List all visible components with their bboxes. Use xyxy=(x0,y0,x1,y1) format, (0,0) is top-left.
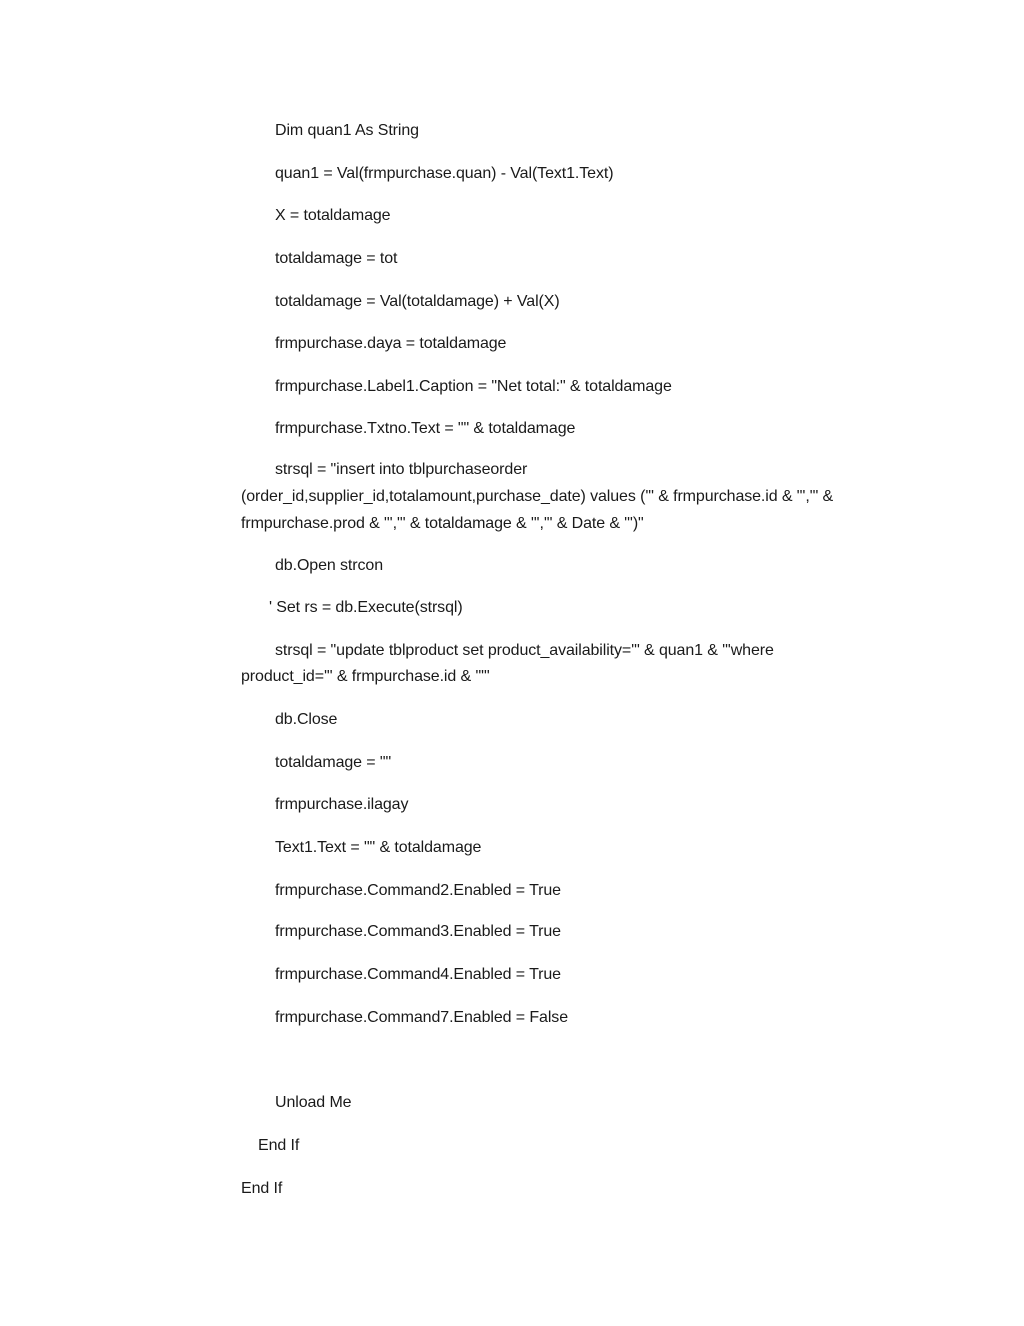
code-line: frmpurchase.ilagay xyxy=(275,796,409,813)
code-line: frmpurchase.Command2.Enabled = True xyxy=(275,882,561,899)
code-line: quan1 = Val(frmpurchase.quan) - Val(Text1.Text) xyxy=(275,165,614,182)
code-line: totaldamage = tot xyxy=(275,250,398,267)
code-line: End If xyxy=(241,1180,283,1197)
code-line: product_id='" & frmpurchase.id & "'" xyxy=(241,668,490,685)
code-line: db.Close xyxy=(275,711,338,728)
code-line: frmpurchase.Command3.Enabled = True xyxy=(275,923,561,940)
code-line: frmpurchase.Txtno.Text = "" & totaldamage xyxy=(275,420,576,437)
code-line: frmpurchase.Command4.Enabled = True xyxy=(275,966,561,983)
code-line: X = totaldamage xyxy=(275,207,391,224)
code-line: Unload Me xyxy=(275,1094,352,1111)
code-line: Text1.Text = "" & totaldamage xyxy=(275,839,482,856)
code-line: frmpurchase.daya = totaldamage xyxy=(275,335,507,352)
code-comment-line: ' Set rs = db.Execute(strsql) xyxy=(269,599,463,616)
code-line: strsql = "insert into tblpurchaseorder xyxy=(275,461,528,478)
code-line: End If xyxy=(258,1137,300,1154)
code-line: db.Open strcon xyxy=(275,557,383,574)
code-line: totaldamage = Val(totaldamage) + Val(X) xyxy=(275,293,560,310)
code-line: frmpurchase.prod & "','" & totaldamage & "','" & Date & "')" xyxy=(241,515,644,532)
code-line: frmpurchase.Label1.Caption = "Net total:" & totaldamage xyxy=(275,378,672,395)
code-line: frmpurchase.Command7.Enabled = False xyxy=(275,1009,568,1026)
code-line: strsql = "update tblproduct set product_availability='" & quan1 & "'where xyxy=(275,642,774,659)
code-line: (order_id,supplier_id,totalamount,purchase_date) values ('" & frmpurchase.id & "','" & xyxy=(241,488,834,505)
code-line: totaldamage = "" xyxy=(275,754,392,771)
code-line: Dim quan1 As String xyxy=(275,122,419,139)
